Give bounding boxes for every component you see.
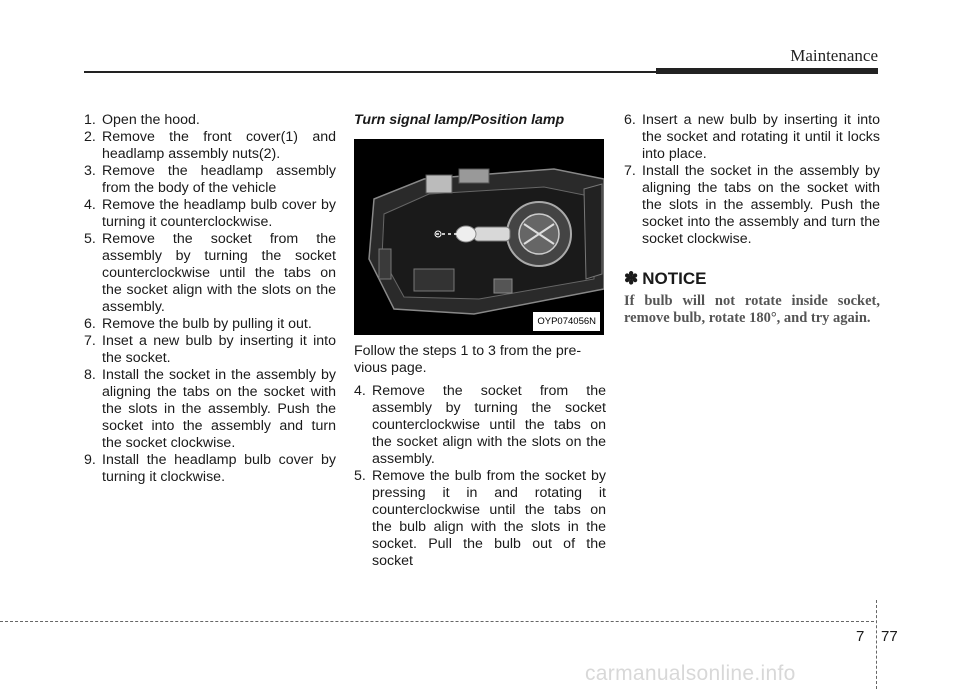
list-item: 6. Insert a new bulb by inserting it into the socket and rotating it until it locks into place.: [624, 112, 880, 162]
section-title-turn-signal: Turn signal lamp/Position lamp: [354, 112, 565, 128]
headlamp-illustration: [354, 139, 604, 335]
list-item: 4. Remove the socket from the assembly by turning the socket counterclockwise until the tabs on the socket align with the slots on the assembly.: [354, 383, 606, 467]
list-item: 7. Inset a new bulb by inserting it into the socket.: [84, 333, 336, 366]
column-headlamp-steps: [84, 112, 336, 486]
header-rule-thin: [84, 71, 656, 73]
page-number: 77: [881, 628, 898, 645]
notice-body: If bulb will not rotate inside socket, remove bulb, rotate 180°, and try again.: [624, 293, 880, 326]
page-chapter-number: 7: [856, 628, 865, 645]
header-rule-thick: [656, 68, 878, 74]
list-item: 3. Remove the headlamp assembly from the body of the vehicle: [84, 163, 336, 196]
headlamp-figure: [354, 139, 604, 335]
list-item: 8. Install the socket in the assembly by aligning the tabs on the socket with the slots in the assembly. Push the socket into the assembly and turn the socket clockwise.: [84, 367, 336, 451]
page-header-title: Maintenance: [790, 46, 878, 65]
list-item: 6. Remove the bulb by pulling it out.: [84, 316, 312, 332]
column-continued: [624, 112, 880, 327]
list-item: 4. Remove the headlamp bulb cover by turning it counterclockwise.: [84, 197, 336, 230]
notice-star-icon: ✽: [624, 269, 639, 288]
footer-dashed-rule: [0, 621, 874, 622]
intro-paragraph: Follow the steps 1 to 3 from the pre-vious page.: [354, 343, 582, 376]
notice-heading: ✽ NOTICE: [624, 269, 707, 288]
turn-signal-steps-list-b: [624, 112, 880, 248]
list-item: 5. Remove the socket from the assembly by turning the socket counterclockwise until the tabs on the socket align with the slots on the assembly.: [84, 231, 336, 315]
list-item: 5. Remove the bulb from the socket by pressing it in and rotating it counterclockwise until the tabs on the bulb align with the slots in the socket. Pull the bulb out of the socket: [354, 468, 606, 569]
list-item: 9. Install the headlamp bulb cover by turning it clockwise.: [84, 452, 336, 485]
turn-signal-steps-list-a: [354, 383, 606, 570]
list-item: 7. Install the socket in the assembly by aligning the tabs on the socket with the slots in the assembly. Push the socket into the assembly and turn the socket clockwise.: [624, 163, 880, 247]
list-item: 1. Open the hood.: [84, 112, 200, 128]
watermark-text: carmanualsonline.info: [585, 662, 796, 685]
column-turn-signal: [354, 112, 606, 570]
footer-dashed-divider: [876, 600, 877, 689]
figure-code-label: OYP074056N: [533, 312, 600, 331]
headlamp-steps-list: [84, 112, 336, 486]
list-item: 2. Remove the front cover(1) and headlamp assembly nuts(2).: [84, 129, 336, 162]
